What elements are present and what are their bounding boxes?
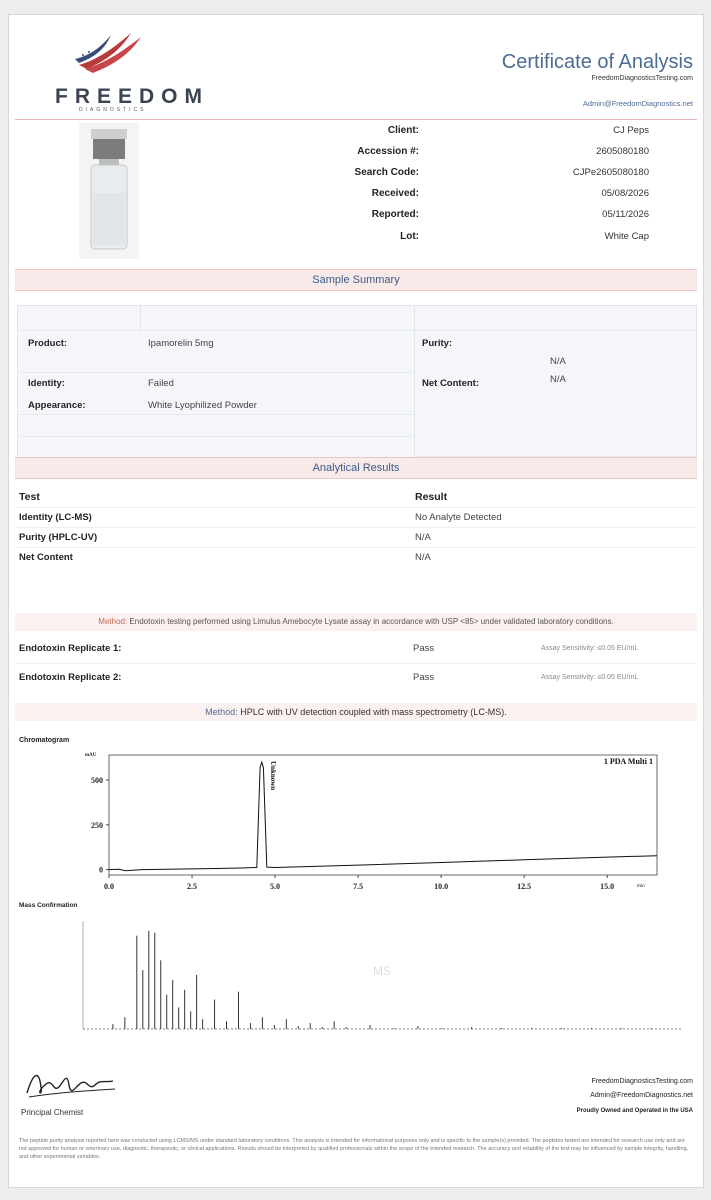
search-code-label: Search Code: (354, 167, 419, 178)
disclaimer: The peptide purity analysis reported here was conducted using LCMS/MS under standard laboratory conditions. This analysis is intended for informational purposes only and is specific to the sample(s) provided. The peptides tested are intended for research use only and are not approved for human or veterinary use, diagnostic, therapeutic, or clinical applications. Results should be interpreted by qualified professionals within the scope of the intended research. The accuracy and reliability of the test may be influenced by sample integrity, handling, and other experimental variables. (19, 1138, 689, 1160)
y-axis-unit: mAU (85, 753, 97, 758)
footer-tagline: Proudly Owned and Operated in the USA (576, 1108, 693, 1114)
appearance-value: White Lyophilized Powder (148, 400, 257, 411)
endotoxin-replicate-2-sensitivity: Assay Sensitivity: ≤0.05 EU/mL (541, 674, 639, 681)
sample-summary-header: Sample Summary (15, 269, 697, 291)
analytical-results-header: Analytical Results (15, 457, 697, 479)
chromatogram-title: Chromatogram (19, 737, 70, 744)
net-content-label: Net Content: (422, 378, 479, 389)
table-row-result: N/A (415, 532, 431, 543)
footer-email: Admin@FreedomDiagnostics.net (590, 1092, 693, 1099)
table-row-test: Identity (LC-MS) (19, 512, 92, 523)
x-tick-label: 10.0 (434, 882, 449, 891)
header-email: Admin@FreedomDiagnostics.net (582, 99, 693, 108)
accession-value: 2605080180 (596, 146, 649, 157)
grid-row-line (18, 436, 414, 437)
lcms-method (15, 703, 697, 721)
received-value: 05/08/2026 (601, 188, 649, 199)
table-row-result: No Analyte Detected (415, 512, 502, 523)
identity-label: Identity: (28, 378, 65, 389)
header-divider (15, 119, 697, 120)
appearance-label: Appearance: (28, 400, 86, 411)
header-website: FreedomDiagnosticsTesting.com (591, 75, 693, 82)
lot-label: Lot: (400, 231, 419, 242)
purity-label: Purity: (422, 338, 453, 349)
brand-name: FREEDOM (55, 85, 209, 108)
endotoxin-replicate-2-result: Pass (413, 672, 435, 683)
received-label: Received: (371, 188, 419, 199)
net-content-value: N/A (550, 374, 566, 385)
grid-row-line (18, 330, 696, 331)
endotoxin-method (15, 613, 697, 631)
brand-subtitle: DIAGNOSTICS (79, 107, 147, 113)
row-divider (17, 527, 695, 528)
product-label: Product: (28, 338, 68, 349)
grid-row-line (18, 414, 414, 415)
row-divider (17, 663, 695, 664)
x-tick-label: 15.0 (600, 882, 615, 891)
client-info (9, 123, 703, 255)
chromatogram-trace (109, 762, 657, 871)
document-title: Certificate of Analysis (501, 51, 693, 73)
x-tick-label: 2.5 (187, 882, 198, 891)
client-label: Client: (387, 125, 419, 136)
purity-value: N/A (550, 356, 566, 367)
endotoxin-replicate-1-label: Endotoxin Replicate 1: (19, 643, 122, 654)
table-row-result: N/A (415, 552, 431, 563)
accession-label: Accession #: (357, 146, 419, 157)
row-divider (17, 507, 695, 508)
reported-label: Reported: (371, 209, 419, 220)
chromatogram-chart (67, 747, 661, 891)
signature-image (23, 1063, 119, 1103)
certificate-page (8, 14, 704, 1188)
method-label: Method: (205, 707, 238, 717)
x-axis-unit: min (637, 884, 645, 889)
reported-value: 05/11/2026 (602, 209, 649, 220)
plot-frame (109, 755, 657, 875)
chart-watermark: MS (373, 964, 391, 978)
col-result-header: Result (415, 491, 448, 503)
peak-label: Unknown (268, 761, 277, 791)
grid-row-line (18, 372, 414, 373)
lot-value: White Cap (604, 231, 649, 242)
identity-value: Failed (148, 378, 174, 389)
y-tick-label: 500 (91, 776, 103, 786)
footer-website: FreedomDiagnosticsTesting.com (591, 1078, 693, 1085)
row-divider (17, 547, 695, 548)
method-text: HPLC with UV detection coupled with mass spectrometry (LC-MS). (240, 707, 507, 717)
grid-divider (140, 306, 141, 330)
x-tick-label: 7.5 (353, 882, 364, 891)
endotoxin-replicate-1-sensitivity: Assay Sensitivity: ≤0.05 EU/mL (541, 645, 639, 652)
y-tick-label: 0 (99, 865, 103, 875)
endotoxin-replicate-1-result: Pass (413, 643, 435, 654)
x-tick-label: 0.0 (104, 882, 114, 891)
endotoxin-replicate-2-label: Endotoxin Replicate 2: (19, 672, 122, 683)
legend-label: 1 PDA Multi 1 (603, 757, 653, 766)
table-row-test: Net Content (19, 552, 73, 563)
mass-spectrum-chart (69, 911, 689, 1043)
x-tick-label: 5.0 (270, 882, 281, 891)
x-tick-label: 12.5 (517, 882, 532, 891)
product-value: Ipamorelin 5mg (148, 338, 214, 349)
client-value: CJ Peps (613, 125, 649, 136)
table-row-test: Purity (HPLC-UV) (19, 532, 98, 543)
mass-confirmation-title: Mass Confirmation (19, 902, 78, 909)
signature-title: Principal Chemist (21, 1108, 84, 1117)
search-code-value: CJPe2605080180 (572, 167, 649, 178)
method-label: Method: (98, 617, 128, 626)
y-tick-label: 250 (91, 820, 103, 830)
col-test-header: Test (19, 491, 40, 503)
method-text: Endotoxin testing performed using Limulus Amebocyte Lysate assay in accordance with USP <85> under validated laboratory conditions. (129, 617, 614, 626)
flag-logo-icon (71, 25, 151, 77)
sample-summary-grid (17, 305, 697, 467)
